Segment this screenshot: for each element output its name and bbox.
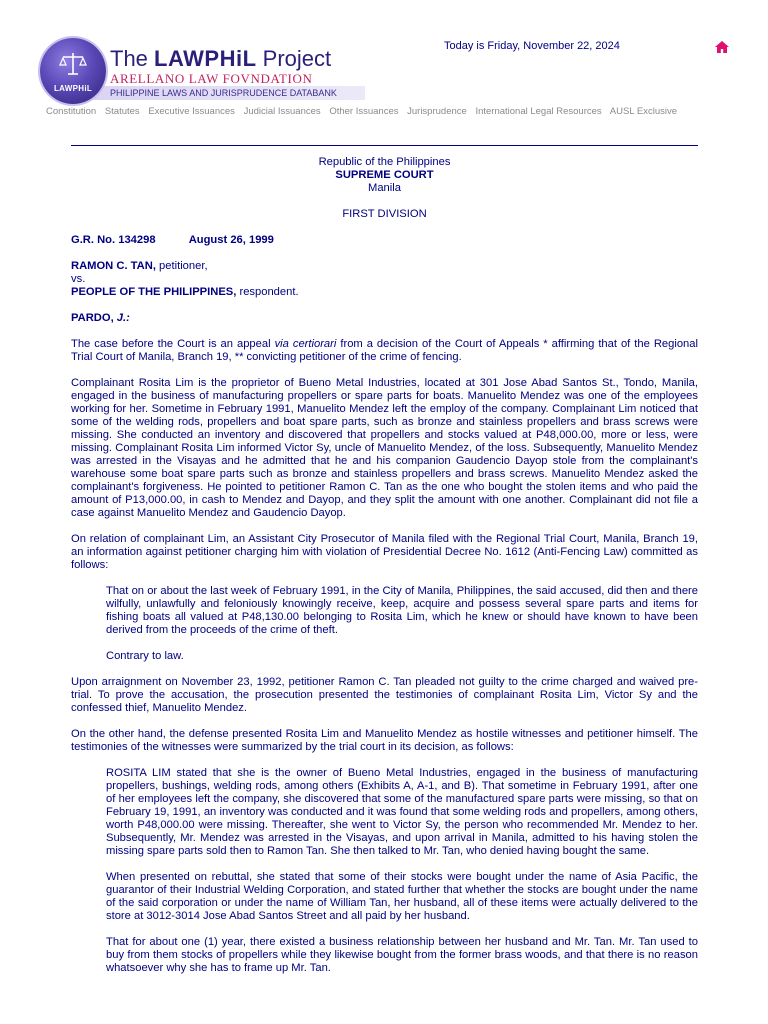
home-icon[interactable]	[714, 40, 730, 54]
nav-judicial-issuances[interactable]: Judicial Issuances	[243, 106, 321, 117]
quote-rebuttal: When presented on rebuttal, she stated that some of their stocks were bought under the name of Asia Pacific, the guarantor of their Industrial Welding Corporation, and stated further that whether the stocks are bought under the name of the said corporation or under the name of William Tan, her husband, all of these items were actually delivered to the store at 3012-3014 Jose Abad Santos Street and all paid by her husband.	[106, 871, 698, 922]
nav-international-legal-resources[interactable]: International Legal Resources	[475, 106, 602, 117]
quote-contrary: Contrary to law.	[106, 650, 184, 662]
court-header	[71, 156, 698, 195]
nav-executive-issuances[interactable]: Executive Issuances	[148, 106, 235, 117]
logo-circle-text: LAWPHiL	[53, 84, 93, 93]
case-parties	[71, 260, 698, 299]
nav-jurisprudence[interactable]: Jurisprudence	[407, 106, 467, 117]
gr-date: August 26, 1999	[188, 234, 274, 246]
logo-subtitle: ARELLANO LAW FOVNDATION	[110, 71, 313, 86]
respondent-line: PEOPLE OF THE PHILIPPINES, respondent.	[71, 286, 299, 298]
nav-ausl-exclusive[interactable]: AUSL Exclusive	[609, 106, 678, 117]
site-header	[0, 0, 768, 120]
paragraph-intro: The case before the Court is an appeal via certiorari from a decision of the Court of Appeals * affirming that of the Regional Trial Court of Manila, Branch 19, ** convicting petitioner of the crime of fencing.	[71, 338, 698, 363]
scales-of-justice-icon	[59, 50, 87, 78]
nav-constitution[interactable]: Constitution	[46, 106, 97, 117]
division-label: FIRST DIVISION	[342, 208, 427, 220]
republic-line: Republic of the Philippines	[318, 156, 451, 168]
main-nav	[46, 106, 683, 117]
lawphil-logo[interactable]	[40, 38, 365, 104]
nav-other-issuances[interactable]: Other Issuances	[329, 106, 399, 117]
nav-statutes[interactable]: Statutes	[104, 106, 140, 117]
quote-business-relationship: That for about one (1) year, there existed a business relationship between her husband and Mr. Tan. Mr. Tan used to buy from them stocks of propellers while they likewise bought from the former brass woods, and that there is no reason whatsoever why she has to frame up Mr. Tan.	[106, 936, 698, 974]
logo-band: PHILIPPINE LAWS AND JURISPRUDENCE DATABANK	[76, 86, 365, 100]
logo-title: The LAWPHiL Project	[110, 46, 332, 71]
court-name: SUPREME COURT	[335, 169, 434, 181]
current-date: Today is Friday, November 22, 2024	[444, 40, 620, 52]
gr-number: G.R. No. 134298	[71, 234, 156, 246]
paragraph-arraignment: Upon arraignment on November 23, 1992, petitioner Ramon C. Tan pleaded not guilty to the crime charged and waived pre-trial. To prove the accusation, the prosecution presented the testimonies of complainant Rosita Lim, Victor Sy and the confessed thief, Manuelito Mendez.	[71, 676, 698, 714]
quote-rosita-lim: ROSITA LIM stated that she is the owner of Bueno Metal Industries, engaged in the business of manufacturing propellers, bushings, welding rods, among others (Exhibits A, A-1, and B). That sometime in February 1991, after one of her employees left the company, she discovered that some of the manufactured spare parts were missing, so that on February 19, 1991, an inventory was conducted and it was found that some welding rods and propellers, among others, worth P48,000.00 were missing. Thereafter, she went to Victor Sy, the person who recommended Mr. Mendez to her. Subsequently, Mr. Mendez was arrested in the Visayas, and upon arrival in Manila, admitted to his having stolen the missing spare parts sold then to Ramon Tan. She then talked to Mr. Tan, who denied having bought the same.	[106, 767, 698, 857]
information-quote	[106, 585, 698, 663]
petitioner-line: RAMON C. TAN, petitioner,	[71, 260, 208, 272]
case-number	[71, 234, 698, 247]
paragraph-information: On relation of complainant Lim, an Assistant City Prosecutor of Manila filed with the Regional Trial Court, Manila, Branch 19, an information against petitioner charging him with violation of Presidential Decree No. 1612 (Anti-Fencing Law) committed as follows:	[71, 533, 698, 571]
paragraph-defense: On the other hand, the defense presented Rosita Lim and Manuelito Mendez as hostile witnesses and petitioner himself. The testimonies of the witnesses were summarized by the trial court in its decision, as follows:	[71, 728, 698, 753]
versus-line: vs.	[71, 273, 86, 285]
court-city: Manila	[368, 182, 401, 194]
paragraph-facts: Complainant Rosita Lim is the proprietor of Bueno Metal Industries, located at 301 Jose Abad Santos St., Tondo, Manila, engaged in the business of manufacturing propellers or spare parts for boats. Manuelito Mendez was one of the employees working for her. Sometime in February 1991, Manuelito Mendez left the employ of the company. Complainant Lim noticed that some of the welding rods, propellers and boat spare parts, such as bronze and stainless propellers and brass screws were missing. She conducted an inventory and discovered that propellers and stocks valued at P48,000.00, more or less, were missing. Complainant Rosita Lim informed Victor Sy, uncle of Manuelito Mendez, of the loss. Subsequently, Manuelito Mendez was arrested in the Visayas and he admitted that he and his companion Gaudencio Dayop stole from the complainant's warehouse some boat spare parts such as bronze and stainless propellers and brass screws. Manuelito Mendez asked the complainant's forgiveness. He pointed to petitioner Ramon C. Tan as the one who bought the stolen items and who paid the amount of P13,000.00, in cash to Mendez and Dayop, and they split the amount with one another. Complainant did not file a case against Manuelito Mendez and Gaudencio Dayop.	[71, 377, 698, 519]
ponente: PARDO, J.:	[71, 312, 130, 324]
testimony-quote	[106, 767, 698, 975]
quote-charge: That on or about the last week of February 1991, in the City of Manila, Philippines, the said accused, did then and there wilfully, unlawfully and feloniously knowingly receive, keep, acquire and possess several spare parts and items for fishing boats all valued at P48,130.00 belonging to Rosita Lim, which he knew or should have known to have been derived from the proceeds of the crime of theft.	[106, 585, 698, 636]
header-divider	[71, 145, 698, 146]
logo-emblem	[40, 38, 106, 104]
decision-document	[71, 155, 698, 975]
